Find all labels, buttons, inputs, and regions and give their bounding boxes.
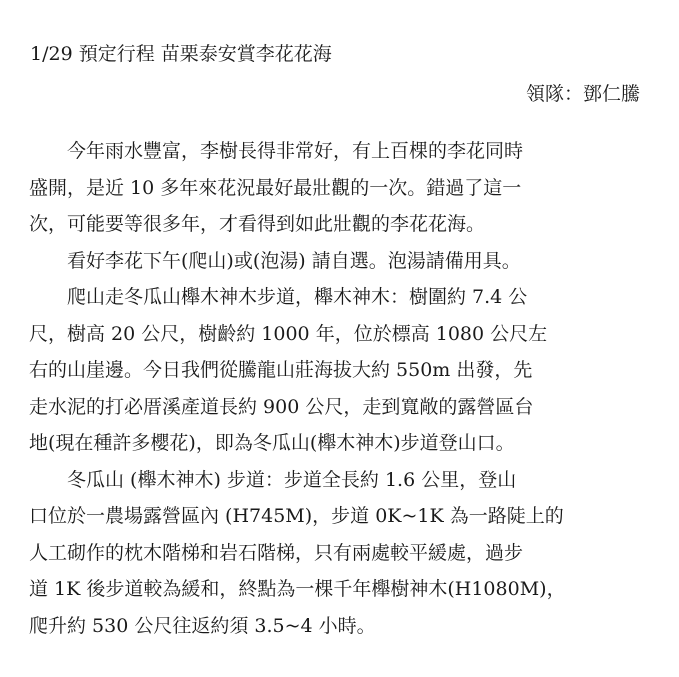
paragraph-line: 冬瓜山 (櫸木神木) 步道：步道全長約 1.6 公里，登山 — [67, 468, 517, 491]
paragraph-line: 爬山走冬瓜山櫸木神木步道，櫸木神木：樹圍約 7.4 公 — [67, 286, 528, 308]
paragraph-line: 爬升約 530 公尺往返約須 3.5~4 小時。 — [29, 614, 376, 637]
paragraph-line: 道 1K 後步道較為緩和，終點為一棵千年櫸樹神木(H1080M)， — [29, 578, 566, 600]
paragraph-line: 看好李花下午(爬山)或(泡湯) 請自選。泡湯請備用具。 — [67, 249, 521, 272]
tour-leader: 領隊：鄧仁騰 — [525, 83, 640, 105]
paragraph-line: 尺，樹高 20 公尺，樹齡約 1000 年，位於標高 1080 公尺左 — [29, 322, 548, 345]
paragraph-line: 地(現在種許多櫻花)，即為冬瓜山(櫸木神木)步道登山口。 — [29, 432, 515, 454]
document-title: 1/29 預定行程 苗栗泰安賞李花花海 — [30, 43, 332, 65]
paragraph-line: 右的山崖邊。今日我們從騰龍山莊海拔大約 550m 出發，先 — [29, 359, 533, 381]
document-body — [29, 133, 645, 644]
paragraph-line: 盛開，是近 10 多年來花況最好最壯觀的一次。錯過了這一 — [29, 176, 522, 199]
paragraph-line: 口位於一農場露營區內 (H745M)，步道 0K~1K 為一路陡上的 — [29, 505, 564, 527]
paragraph-line: 人工砌作的枕木階梯和岩石階梯，只有兩處較平緩處，過步 — [29, 541, 524, 564]
paragraph-line: 今年雨水豐富，李樹長得非常好，有上百棵的李花同時 — [67, 140, 524, 162]
paragraph-line: 次，可能要等很多年，才看得到如此壯觀的李花花海。 — [29, 213, 486, 235]
paragraph-line: 走水泥的打必厝溪產道長約 900 公尺，走到寬敞的露營區台 — [29, 395, 534, 418]
